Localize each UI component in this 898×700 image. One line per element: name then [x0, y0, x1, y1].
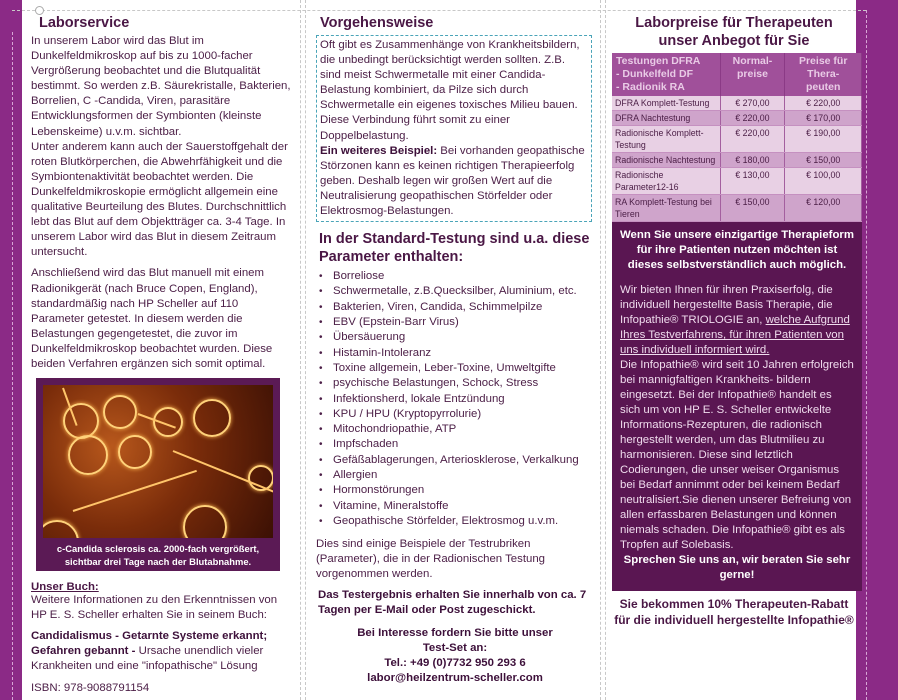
param-item: • EBV (Epstein-Barr Virus): [319, 315, 594, 330]
box-paragraph: [620, 283, 854, 358]
prices-title: [612, 14, 856, 50]
book-subtitle: Ursache unendlich vieler Krankheiten und eine "infopathische" Lösung: [31, 645, 264, 673]
param-item: • Vitamine, Mineralstoffe: [319, 499, 594, 514]
paragraph: Unter anderem kann auch der Sauerstoffgehalt der roten Blutkörperchen, die Abwehrfähigkeit und die Symbiontenaktivität beobachtet werden. Die Dunkelfeldmikroskopie ermöglicht allgemein eine qualitative Beurteilung des Blutes. Durchschnittlich lebt das Blut auf dem Objektträger ca. 3-4 Tage. In unserem Labor wird das Blut in diesem Zeitraum untersucht.: [31, 140, 288, 259]
cell-shape: [118, 435, 152, 469]
price-row: [612, 195, 862, 222]
fold-guide: [866, 10, 867, 700]
filament-shape: [73, 470, 197, 512]
param-item: • Schwermetalle, z.B.Quecksilber, Aluminium, etc.: [319, 284, 594, 299]
param-item: • Bakterien, Viren, Candida, Schimmelpilze: [319, 300, 594, 315]
book-heading: Unser Buch:: [31, 581, 99, 594]
book-title-bold: Candidalismus - Getarnte Systeme erkannt; Gefahren gebannt -: [31, 630, 268, 658]
contact-line: Test-Set an:: [422, 642, 488, 655]
price-column-header: [785, 53, 862, 96]
prices-title-line: Laborpreise für Therapeuten: [635, 15, 833, 31]
fold-guide: [12, 32, 13, 700]
param-item: • psychische Belastungen, Schock, Stress: [319, 376, 594, 391]
price-cell-normal: € 220,00: [720, 111, 785, 126]
price-cell-name: RA Komplett-Testung bei Tieren: [612, 195, 720, 222]
book-isbn: ISBN: 978-9088791154: [31, 681, 150, 694]
param-item: • Gefäßablagerungen, Arteriosklerose, Verkalkung: [319, 453, 594, 468]
header-line: Thera-: [807, 68, 840, 80]
price-cell-therapist: € 120,00: [785, 195, 862, 222]
param-item: • Allergien: [319, 468, 594, 483]
prices-title-line: unser Anbegot für Sie: [658, 33, 810, 49]
price-cell-normal: € 150,00: [720, 195, 785, 222]
result-note: Das Testergebnis erhalten Sie innerhalb von ca. 7 Tagen per E-Mail oder Post zugeschickt.: [318, 589, 587, 617]
frame-paragraph: Oft gibt es Zusammenhänge von Krankheitsbildern, die unbedingt berücksichtigt werden sollten. Z.B. sind meist Schwermetalle mit einer Candida-Belastung kombiniert, da Pilze sich durch Schwermetalle ein eigenes toxisches Milieu bauen. Diese Verbindung führt somit zu einer Doppelbelastung.: [320, 39, 580, 142]
box-paragraph: Die Infopathie® wird seit 10 Jahren erfolgreich bei mannigfaltigen Krankheits- bildern eingesetzt. Bei der Infopathie® handelt es sich um von HP E. S. Scheller entwickelte Informations-Rezepturen, die radionisch hergestellt werden, um das Blutmilieu zu harmonisieren. Diese sind letztlich Codierungen, die unser weiser Organismus bei Bedarf annimmt oder bei keinem Bedarf neutralisiert.Sie dienen unserer Befreiung von allen erfassbaren Belastungen und können niemals schaden. Die Infopathie® gibt es als Tropfen auf Solebasis.: [620, 359, 854, 551]
panel-laborservice: [22, 0, 300, 700]
price-cell-normal: € 270,00: [720, 96, 785, 111]
cell-shape: [68, 435, 108, 475]
param-item: • Toxine allgemein, Leber-Toxine, Umweltgifte: [319, 361, 594, 376]
price-cell-therapist: € 190,00: [785, 126, 862, 153]
param-item: • Mitochondriopathie, ATP: [319, 422, 594, 437]
price-row: [612, 168, 862, 195]
param-item: • Infektionsherd, lokale Entzündung: [319, 392, 594, 407]
infopathie-box: [612, 222, 862, 591]
header-line: Normal-: [732, 55, 773, 67]
price-cell-name: DFRA Komplett-Testung: [612, 96, 720, 111]
header-line: Preise für: [798, 55, 848, 67]
example-paragraph: [320, 144, 588, 219]
email-link[interactable]: labor@heilzentrum-scheller.com: [367, 672, 543, 685]
price-table: [612, 53, 862, 222]
cell-shape: [103, 395, 137, 429]
panel-vorgehensweise: [306, 0, 600, 700]
price-cell-name: Radionische Komplett-Testung: [612, 126, 720, 153]
photo-caption: c-Candida sclerosis ca. 2000-fach vergrößert, sichtbar drei Tage nach der Blutabnahme.: [56, 543, 260, 567]
price-cell-name: Radionische Nachtestung: [612, 153, 720, 168]
param-item: • Hormonstörungen: [319, 483, 594, 498]
example-label: Ein weiteres Beispiel:: [320, 144, 438, 157]
price-row: [612, 96, 862, 111]
price-column-header: [612, 53, 720, 96]
price-column-header: [720, 53, 785, 96]
price-row: [612, 126, 862, 153]
microscope-photo: [36, 378, 280, 571]
param-item: • Übersäuerung: [319, 330, 594, 345]
param-item: • Borreliose: [319, 269, 594, 284]
book-intro: Weitere Informationen zu den Erkenntnissen von HP E. S. Scheller erhalten Sie in seinem Buch:: [31, 594, 278, 622]
box-lead: Wenn Sie unsere einzigartige Therapieform für ihre Patienten nutzen möchten ist dieses selbstverständlich auch möglich.: [620, 229, 854, 271]
header-line: peuten: [805, 81, 841, 93]
section-title: Laborservice: [39, 15, 130, 31]
price-cell-normal: € 220,00: [720, 126, 785, 153]
paragraph: Anschließend wird das Blut manuell mit einem Radionikgerät (nach Bruce Copen, England), standardmäßig nach HP Scheller auf 110 Parameter getestet. In diesem werden die Belastungen gegengetestet, die zuvor im Dunkelfeldmikroskop beobachtet wurden. Diese beiden Verfahren ergänzen sich somit optimal.: [31, 267, 273, 370]
book-section: [31, 581, 292, 696]
candida-image: [43, 385, 273, 538]
price-row: [612, 111, 862, 126]
panel-laborpreise: [606, 0, 856, 700]
paragraph: In unserem Labor wird das Blut im Dunkelfeldmikroskop auf bis zu 1000-facher Vergrößerung beobachtet und die Blutqualität bestimmt. So werden z.B. Säurekristalle, Bakterien, Borrelien, C -Candida, Viren, parasitäre Entwicklungsformen der Symbionten (kleinste Lebenskeime) u.v.m. sichtbar.: [31, 35, 291, 138]
price-row: [612, 153, 862, 168]
contact-line: Bei Interesse fordern Sie bitte unser: [357, 627, 553, 640]
left-decorative-bar: [0, 0, 22, 700]
box-cta: Sprechen Sie uns an, wir beraten Sie sehr gerne!: [623, 554, 851, 581]
param-item: • Impfschaden: [319, 437, 594, 452]
params-list: [319, 269, 594, 529]
header-line: Testungen DFRA: [616, 55, 701, 67]
cell-shape: [193, 399, 231, 437]
box-text: Wir bieten Ihnen für ihren Praxiserfolg, die individuell hergestellte Basis Therapie, die Infopathie® TRIOLOGIE an,: [620, 284, 833, 326]
discount-note: Sie bekommen 10% Therapeuten-Rabatt für die individuell hergestellte Infopathie®: [614, 597, 854, 627]
fold-line: [600, 0, 601, 700]
header-line: preise: [736, 68, 768, 80]
price-cell-therapist: € 150,00: [785, 153, 862, 168]
price-table-header: [612, 53, 862, 96]
param-item: • KPU / HPU (Kryptopyrrolurie): [319, 407, 594, 422]
price-cell-name: Radionische Parameter12-16: [612, 168, 720, 195]
price-cell-name: DFRA Nachtestung: [612, 111, 720, 126]
price-cell-normal: € 130,00: [720, 168, 785, 195]
header-line: - Dunkelfeld DF: [616, 68, 694, 80]
book-title: [31, 629, 292, 674]
price-cell-therapist: € 220,00: [785, 96, 862, 111]
params-note: Dies sind einige Beispiele der Testrubriken (Parameter), die in der Radionischen Testung vorgenommen werden.: [316, 538, 545, 581]
price-cell-therapist: € 170,00: [785, 111, 862, 126]
box-underlined-text: welche Aufgrund Ihres Testverfahrens, für ihren Patienten von uns individuell informiert wird.: [620, 314, 850, 356]
header-line: - Radionik RA: [616, 81, 685, 93]
cell-shape: [43, 520, 79, 538]
param-item: • Geopathische Störfelder, Elektrosmog u.v.m.: [319, 514, 594, 529]
param-item: • Histamin-Intoleranz: [319, 346, 594, 361]
price-cell-normal: € 180,00: [720, 153, 785, 168]
contact-block: [316, 626, 594, 686]
cell-shape: [183, 505, 227, 538]
right-decorative-bar: [856, 0, 898, 700]
params-heading: In der Standard-Testung sind u.a. diese Parameter enthalten:: [319, 231, 590, 266]
fold-line: [300, 0, 301, 700]
example-text: Bei vorhanden geopathische Störzonen kann es keinen richtigen Therapieerfolg geben. Deshalb legen wir großen Wert auf die Neutralisierung geopathischen Störfelder oder Elektrosmog-Belastungen.: [320, 144, 585, 218]
phone-number[interactable]: Tel.: +49 (0)7732 950 293 6: [384, 657, 526, 670]
section-title: Vorgehensweise: [320, 15, 434, 31]
price-cell-therapist: € 100,00: [785, 168, 862, 195]
text-frame: [316, 35, 592, 222]
